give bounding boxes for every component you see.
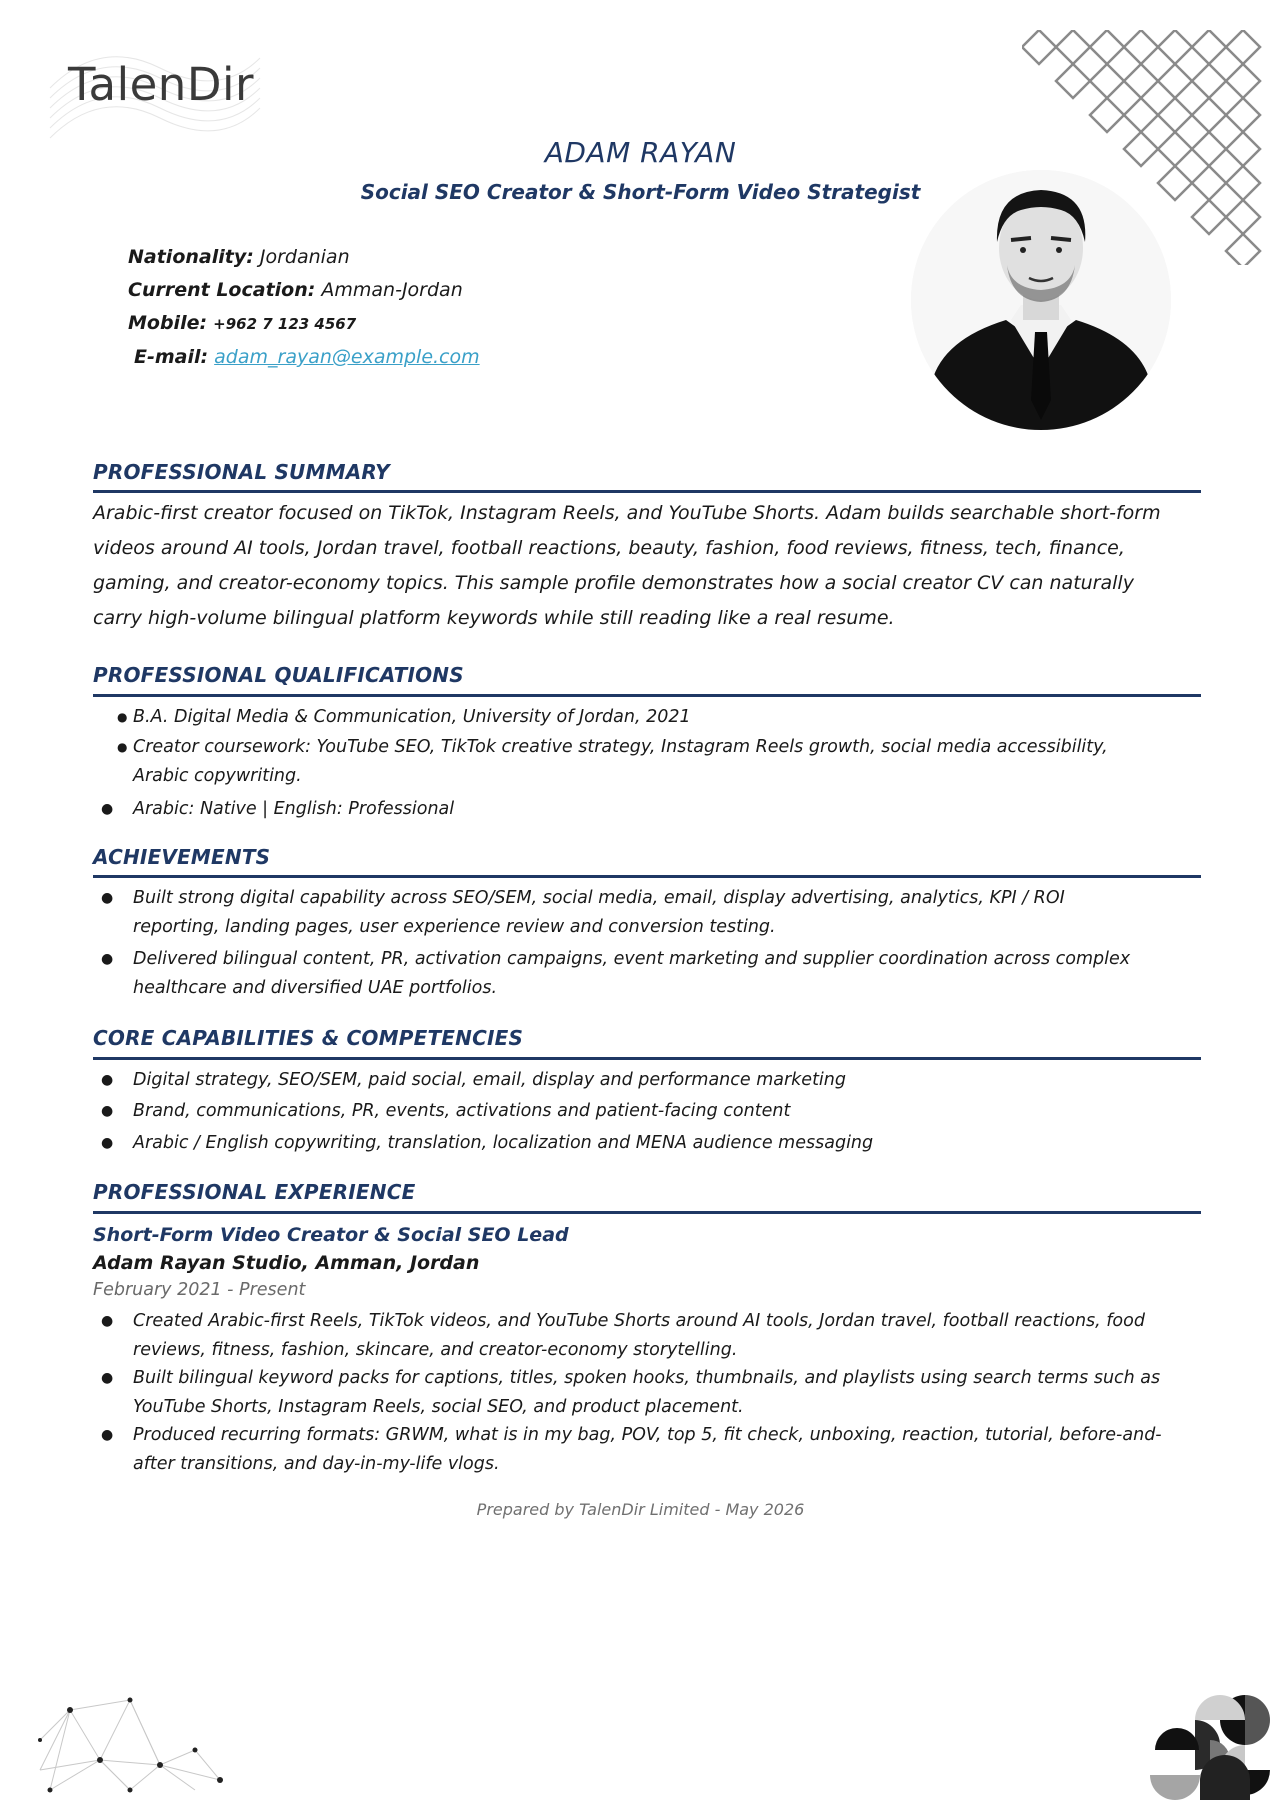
semicircle-pattern-decoration — [1150, 1680, 1270, 1800]
lattice-diamond — [1226, 234, 1260, 265]
list-item: ● B.A. Digital Media & Communication, University of Jordan, 2021 — [133, 703, 691, 732]
lattice-diamond — [1056, 30, 1090, 64]
mobile-value: +962 7 123 4567 — [213, 315, 357, 333]
lattice-diamond — [1124, 98, 1158, 132]
lattice-diamond — [1124, 30, 1158, 64]
list-item: ● Creator coursework: YouTube SEO, TikTok creative strategy, Instagram Reels growth, social media accessibility, Arabic copywriting. — [133, 733, 1108, 791]
summary-line: videos around AI tools, Jordan travel, football reactions, beauty, fashion, food reviews, fitness, tech, finance, — [93, 537, 1125, 559]
mobile-label: Mobile: — [128, 312, 208, 334]
list-item: ● Brand, communications, PR, events, activations and patient-facing content — [133, 1097, 790, 1126]
list-item-text: Digital strategy, SEO/SEM, paid social, email, display and performance marketing — [133, 1070, 846, 1090]
list-item: ● Delivered bilingual content, PR, activation campaigns, event marketing and supplier coordination across complex healthcare and diversified UAE portfolios. — [133, 945, 1130, 1003]
mobile-row — [128, 307, 480, 341]
nationality-value: Jordanian — [259, 246, 350, 268]
list-item-text: Created Arabic-first Reels, TikTok videos, and YouTube Shorts around AI tools, Jordan travel, football reactions, food — [133, 1311, 1145, 1331]
lattice-diamond — [1226, 64, 1260, 98]
nationality-row — [128, 241, 480, 274]
summary-divider — [93, 490, 1201, 493]
company-logo: TalenDir — [68, 58, 254, 111]
nationality-label: Nationality: — [128, 246, 254, 268]
page-footer: Prepared by TalenDir Limited - May 2026 — [476, 1500, 805, 1519]
email-label: E-mail: — [134, 346, 209, 368]
candidate-name: ADAM RAYAN — [544, 136, 737, 169]
list-item-text: Built bilingual keyword packs for captions, titles, spoken hooks, thumbnails, and playlists using search terms such as — [133, 1368, 1161, 1388]
list-item-text: healthcare and diversified UAE portfolios. — [133, 978, 498, 998]
achievements-heading: ACHIEVEMENTS — [93, 845, 271, 869]
experience-divider — [93, 1211, 1201, 1214]
email-link[interactable]: adam_rayan@example.com — [214, 346, 480, 368]
lattice-diamond — [1090, 64, 1124, 98]
email-row — [128, 341, 480, 374]
qualifications-heading: PROFESSIONAL QUALIFICATIONS — [93, 663, 464, 687]
lattice-diamond — [1192, 200, 1226, 234]
lattice-diamond — [1192, 98, 1226, 132]
list-item-text: reporting, landing pages, user experience review and conversion testing. — [133, 917, 776, 937]
list-item-text: Arabic: Native | English: Professional — [133, 799, 455, 819]
lattice-diamond — [1022, 30, 1056, 64]
list-item: ● Created Arabic-first Reels, TikTok videos, and YouTube Shorts around AI tools, Jordan travel, football reactions, food reviews, fitness, fashion, skincare, and creator-economy storytelling. — [133, 1307, 1145, 1365]
capabilities-heading: CORE CAPABILITIES & COMPETENCIES — [93, 1026, 524, 1050]
list-item-text: B.A. Digital Media & Communication, University of Jordan, 2021 — [133, 707, 691, 727]
capabilities-divider — [93, 1057, 1201, 1060]
summary-line: gaming, and creator-economy topics. This sample profile demonstrates how a social creator CV can naturally — [93, 572, 1134, 594]
job-title: Short-Form Video Creator & Social SEO Lead — [93, 1224, 569, 1246]
job-dates: February 2021 - Present — [93, 1280, 306, 1300]
contact-block — [128, 241, 480, 374]
list-item: ● Arabic / English copywriting, translation, localization and MENA audience messaging — [133, 1129, 873, 1158]
lattice-diamond — [1158, 64, 1192, 98]
lattice-diamond — [1158, 98, 1192, 132]
qualifications-divider — [93, 694, 1201, 697]
experience-heading: PROFESSIONAL EXPERIENCE — [93, 1180, 416, 1204]
list-item: ● Digital strategy, SEO/SEM, paid social, email, display and performance marketing — [133, 1066, 846, 1095]
list-item-text: Produced recurring formats: GRWM, what is in my bag, POV, top 5, fit check, unboxing, reaction, tutorial, before-and- — [133, 1425, 1162, 1445]
lattice-diamond — [1226, 98, 1260, 132]
lattice-diamond — [1192, 64, 1226, 98]
list-item-text: reviews, fitness, fashion, skincare, and creator-economy storytelling. — [133, 1340, 738, 1360]
list-item-text: after transitions, and day-in-my-life vlogs. — [133, 1454, 500, 1474]
lattice-diamond — [1090, 30, 1124, 64]
list-item-text: Delivered bilingual content, PR, activation campaigns, event marketing and supplier coordination across complex — [133, 949, 1131, 969]
summary-line: carry high-volume bilingual platform keywords while still reading like a real resume. — [93, 607, 895, 629]
location-label: Current Location: — [128, 279, 316, 301]
lattice-diamond — [1124, 64, 1158, 98]
list-item-text: Built strong digital capability across SEO/SEM, social media, email, display advertising, analytics, KPI / ROI — [133, 888, 1065, 908]
lattice-diamond — [1226, 200, 1260, 234]
summary-heading: PROFESSIONAL SUMMARY — [93, 460, 390, 484]
location-row — [128, 274, 480, 307]
lattice-diamond — [1056, 64, 1090, 98]
location-value: Amman-Jordan — [321, 279, 463, 301]
list-item: ● Produced recurring formats: GRWM, what is in my bag, POV, top 5, fit check, unboxing, reaction, tutorial, before-and- after transitions, and day-in-my-life vlogs. — [133, 1421, 1162, 1479]
lattice-diamond — [1158, 30, 1192, 64]
list-item: ● Built strong digital capability across SEO/SEM, social media, email, display advertising, analytics, KPI / ROI reporting, landing pages, user experience review and conversion testing. — [133, 884, 1065, 942]
achievements-divider — [93, 875, 1201, 878]
summary-text — [93, 496, 1193, 636]
network-nodes-decoration — [30, 1680, 230, 1800]
list-item-text: Creator coursework: YouTube SEO, TikTok creative strategy, Instagram Reels growth, social media accessibility, — [133, 737, 1108, 757]
candidate-portrait — [911, 170, 1171, 430]
list-item-text: Arabic / English copywriting, translation, localization and MENA audience messaging — [133, 1133, 874, 1153]
lattice-diamond — [1090, 98, 1124, 132]
job-organization: Adam Rayan Studio, Amman, Jordan — [93, 1252, 480, 1274]
summary-line: Arabic-first creator focused on TikTok, Instagram Reels, and YouTube Shorts. Adam builds searchable short-form — [93, 502, 1161, 524]
list-item: ● Built bilingual keyword packs for captions, titles, spoken hooks, thumbnails, and playlists using search terms such as YouTube Shorts, Instagram Reels, social SEO, and product placement. — [133, 1364, 1160, 1422]
list-item-text: Brand, communications, PR, events, activations and patient-facing content — [133, 1101, 791, 1121]
lattice-diamond — [1192, 30, 1226, 64]
list-item: ● Arabic: Native | English: Professional — [133, 795, 454, 824]
list-item-text: YouTube Shorts, Instagram Reels, social SEO, and product placement. — [133, 1397, 744, 1417]
lattice-diamond — [1226, 30, 1260, 64]
candidate-title: Social SEO Creator & Short-Form Video Strategist — [360, 180, 921, 204]
list-item-text: Arabic copywriting. — [133, 766, 302, 786]
